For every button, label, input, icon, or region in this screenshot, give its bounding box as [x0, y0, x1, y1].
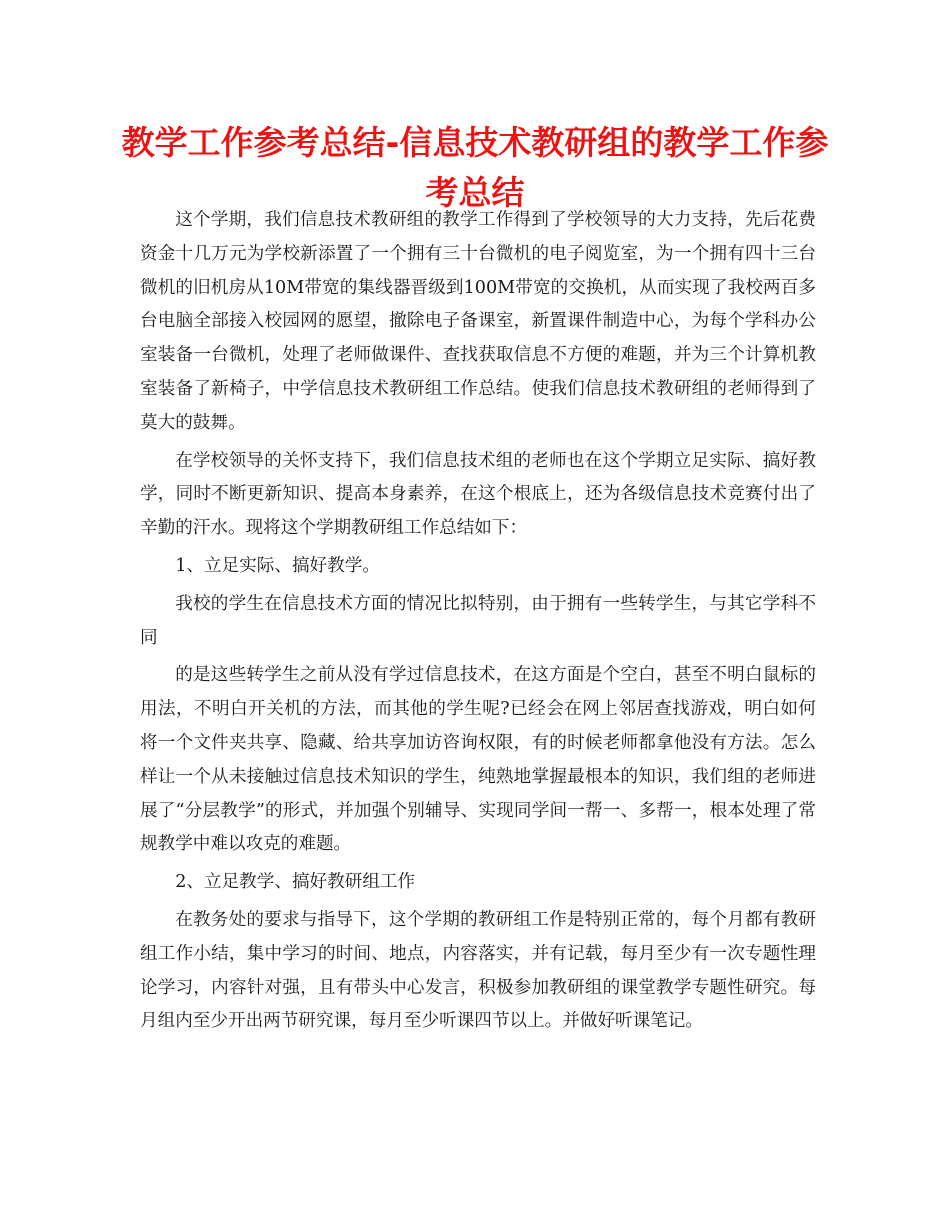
document-title: 教学工作参考总结-信息技术教研组的教学工作参考总结	[121, 123, 829, 212]
paragraph-layered-teaching: 的是这些转学生之前从没有学过信息技术，在这方面是个空白，甚至不明白鼠标的用法，不明白开关机的方法，而其他的学生呢?已经会在网上邻居查找游戏，明白如何将一个文件夹共享、隐藏、给共享加访咨询权限，有的时候老师都拿他没有方法。怎么样让一个从未接触过信息技术知识的学生，纯熟地掌握最根本的知识，我们组的老师进展了“分层教学”的形式，并加强个别辅导、实现同学间一帮一、多帮一，根本处理了常规教学中难以攻克的难题。	[140, 665, 816, 855]
section-heading-2: 2、立足教学、搞好教研组工作	[175, 872, 416, 893]
paragraph-students: 我校的学生在信息技术方面的情况比拟特别，由于拥有一些转学生，与其它学科不同	[140, 593, 816, 648]
paragraph-support: 在学校领导的关怀支持下，我们信息技术组的老师也在这个学期立足实际、搞好教学，同时不断更新知识、提高本身素养，在这个根底上，还为各级信息技术竞赛付出了辛勤的汗水。现将这个学期教研组工作总结如下：	[140, 450, 816, 539]
paragraph-intro: 这个学期，我们信息技术教研组的教学工作得到了学校领导的大力支持，先后花费资金十几万元为学校新添置了一个拥有三十台微机的电子阅览室，为一个拥有四十三台微机的旧机房从10M带宽的集线器晋级到100M带宽的交换机，从而实现了我校两百多台电脑全部接入校园网的愿望，撤除电子备课室，新置课件制造中心，为每个学科办公室装备一台微机，处理了老师做课件、查找获取信息不方便的难题，并为三个计算机教室装备了新椅子，中学信息技术教研组工作总结。使我们信息技术教研组的老师得到了莫大的鼓舞。	[140, 210, 816, 433]
section-heading-1: 1、立足实际、搞好教学。	[175, 555, 380, 576]
document-body	[140, 204, 816, 1043]
paragraph-research-group: 在教务处的要求与指导下，这个学期的教研组工作是特别正常的，每个月都有教研组工作小结，集中学习的时间、地点，内容落实，并有记载，每月至少有一次专题性理论学习，内容针对强，且有带头中心发言，积极参加教研组的课堂教学专题性研究。每月组内至少开出两节研究课，每月至少听课四节以上。并做好听课笔记。	[140, 909, 816, 1032]
